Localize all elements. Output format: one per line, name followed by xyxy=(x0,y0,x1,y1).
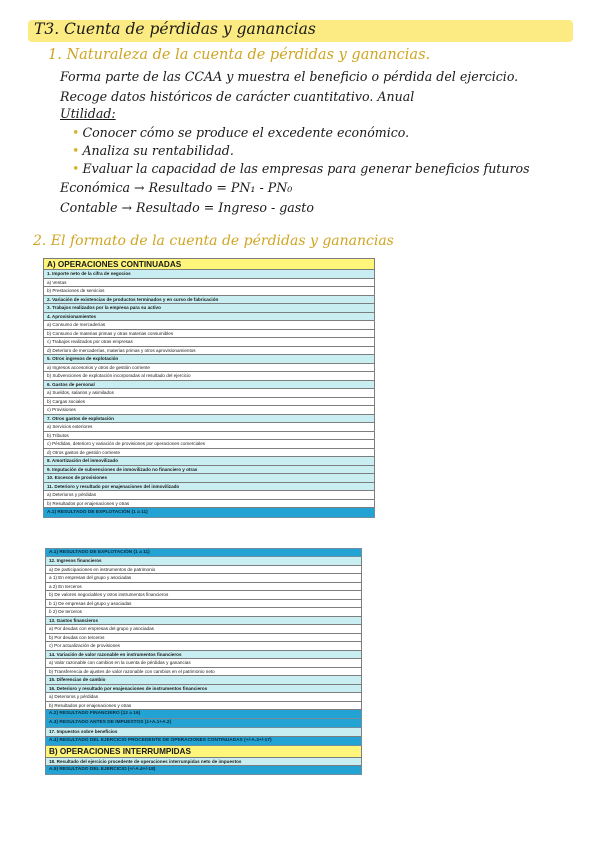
table-row: a 2) En terceros xyxy=(45,583,362,592)
table-row: b) Consumo de materias primas y otras materias consumibles xyxy=(43,330,375,339)
table-row: d) Otros gastos de gestión corriente xyxy=(43,449,375,458)
table-row: c) Provisiones xyxy=(43,406,375,415)
table-row: 2. Variación de existencias de productos terminados y en curso de fabricación xyxy=(43,296,375,305)
table-row: b) Prestaciones de servicios xyxy=(43,287,375,296)
page-title: T3. Cuenta de pérdidas y ganancias xyxy=(34,20,316,38)
table-row: c) Por actualización de provisiones xyxy=(45,642,362,651)
table-row: b) Resultados por enajenaciones y otras xyxy=(45,702,362,711)
table-row: 16. Deterioro y resultado por enajenaciones de instrumentos financieros xyxy=(45,685,362,694)
table-row: b) Transferencia de ajustes de valor razonable con cambios en el patrimonio neto xyxy=(45,668,362,677)
table-row: 5. Otros ingresos de explotación xyxy=(43,355,375,364)
table-row: 9. Imputación de subvenciones de inmovilizado no financiero y otras xyxy=(43,466,375,475)
table-row: 12. Ingresos financieros xyxy=(45,557,362,566)
result-row: A.1) RESULTADO DE EXPLOTACIÓN (1 a 11) xyxy=(45,548,362,557)
table-row: b) De valores negociables y otros instrumentos financieros xyxy=(45,591,362,600)
table-resultados xyxy=(45,548,362,775)
table-row: 7. Otros gastos de explotación xyxy=(43,415,375,424)
table-row: a) Sueldos, salarios y asimilados xyxy=(43,389,375,398)
table-row: b) Resultados por enajenaciones y otras xyxy=(43,500,375,509)
table-row: 6. Gastos de personal xyxy=(43,381,375,390)
table-row: a) Deterioros y pérdidas xyxy=(43,491,375,500)
table-row: 3. Trabajos realizados por la empresa para su activo xyxy=(43,304,375,313)
table-row: 18. Resultado del ejercicio procedente de operaciones interrumpidas neto de impuestos xyxy=(45,758,362,767)
bullet-item: • Evaluar la capacidad de las empresas para generar beneficios futuros xyxy=(72,161,530,176)
table-row: b) Cargas sociales xyxy=(43,398,375,407)
table-row: a) Deterioros y pérdidas xyxy=(45,693,362,702)
utilidad-label: Utilidad: xyxy=(60,106,116,121)
table-row: 4. Aprovisionamientos xyxy=(43,313,375,322)
table-row: b 1) De empresas del grupo y asociadas xyxy=(45,600,362,609)
table-row: b) Por deudas con terceros xyxy=(45,634,362,643)
table-row: b 2) De terceros xyxy=(45,608,362,617)
intro-line-1: Forma parte de las CCAA y muestra el beneficio o pérdida del ejercicio. xyxy=(60,69,519,84)
table-row: a) Valor razonable con cambios en la cuenta de pérdidas y ganancias xyxy=(45,659,362,668)
result-row: A.4) RESULTADO DEL EJERCICIO PROCEDENTE DE OPERACIONES CONTINUADAS (+/-A.3+/-17) xyxy=(45,737,362,746)
bullet-item: • Conocer cómo se produce el excedente económico. xyxy=(72,125,410,140)
table-row: 10. Excesos de provisiones xyxy=(43,474,375,483)
table-row: a) Servicios exteriores xyxy=(43,423,375,432)
table-header: B) OPERACIONES INTERRUMPIDAS xyxy=(45,746,362,758)
table-row: 1. Importe neto de la cifra de negocios xyxy=(43,270,375,279)
table-row: 8. Amortización del inmovilizado xyxy=(43,457,375,466)
table-row: b) Subvenciones de explotación incorporadas al resultado del ejercicio xyxy=(43,372,375,381)
bullet-item: • Analiza su rentabilidad. xyxy=(72,143,234,158)
result-row: A.5) RESULTADO DEL EJERCICIO (+/-A.4+/-18) xyxy=(45,766,362,775)
table-row: a) Ventas xyxy=(43,279,375,288)
table-header: A) OPERACIONES CONTINUADAS xyxy=(43,258,375,270)
table-row: 14. Variación de valor razonable en instrumentos financieros xyxy=(45,651,362,660)
table-row: d) Deterioro de mercaderías, materias primas y otros aprovisionamientos xyxy=(43,347,375,356)
result-row: A.1) RESULTADO DE EXPLOTACIÓN (1 a 11) xyxy=(43,508,375,518)
table-row: a) Consumo de mercaderías xyxy=(43,321,375,330)
table-row: 15. Diferencias de cambio xyxy=(45,676,362,685)
table-row: a) De participaciones en instrumentos de patrimonio xyxy=(45,566,362,575)
table-row: a) Por deudas con empresas del grupo y asociadas xyxy=(45,625,362,634)
table-row: a) Ingresos accesorios y otros de gestión corriente xyxy=(43,364,375,373)
table-row: c) Pérdidas, deterioro y variación de provisiones por operaciones comerciales xyxy=(43,440,375,449)
table-row: c) Trabajos realizados por otras empresas xyxy=(43,338,375,347)
intro-line-2: Recoge datos históricos de carácter cuantitativo. Anual xyxy=(60,89,415,104)
economica-line: Económica → Resultado = PN₁ - PN₀ xyxy=(60,180,293,195)
section2-heading: 2. El formato de la cuenta de pérdidas y ganancias xyxy=(33,233,394,249)
section1-heading: 1. Naturaleza de la cuenta de pérdidas y ganancias. xyxy=(48,47,431,63)
result-row: A.2) RESULTADO FINANCIERO (12 a 16) xyxy=(45,710,362,719)
result-row: A.3) RESULTADO ANTES DE IMPUESTOS (1+A.1+A.2) xyxy=(45,719,362,728)
table-row: a 1) En empresas del grupo y asociadas xyxy=(45,574,362,583)
table-row: 17. Impuestos sobre beneficios xyxy=(45,728,362,737)
table-operaciones-continuadas xyxy=(43,258,375,518)
table-row: b) Tributos xyxy=(43,432,375,441)
table-row: 13. Gastos financieros xyxy=(45,617,362,626)
table-row: 11. Deterioro y resultado por enajenaciones del inmovilizado xyxy=(43,483,375,492)
contable-line: Contable → Resultado = Ingreso - gasto xyxy=(60,200,314,215)
